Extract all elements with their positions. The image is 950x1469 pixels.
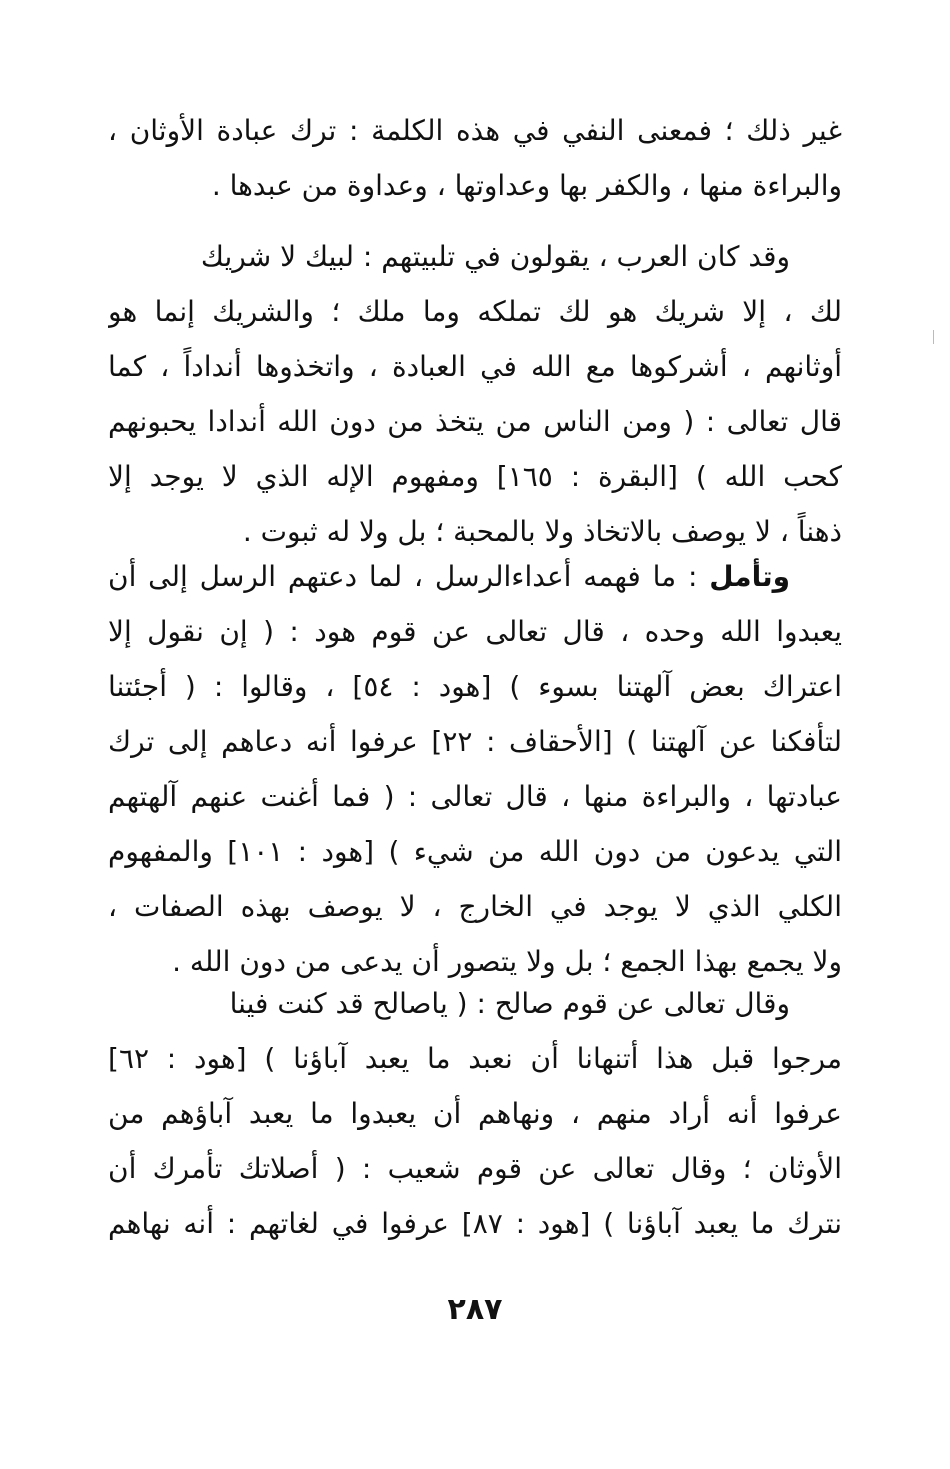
text-line: يعبدوا الله وحده ، قال تعالى عن قوم هود : ( إن نقول إلا <box>108 615 842 648</box>
margin-mark <box>933 330 934 344</box>
text-line: التي يدعون من دون الله من شيء ) [هود : ١٠١] والمفهوم <box>108 835 842 868</box>
text-line: الكلي الذي لا يوجد في الخارج ، لا يوصف بهذه الصفات ، <box>108 890 842 923</box>
text-line: قال تعالى : ( ومن الناس من يتخذ من دون الله أندادا يحبونهم <box>108 405 842 438</box>
text-line: كحب الله ) [البقرة : ١٦٥] ومفهوم الإله الذي لا يوجد إلا <box>108 460 842 493</box>
text-line: لتأفكنا عن آلهتنا ) [الأحقاف : ٢٢] عرفوا أنه دعاهم إلى ترك <box>108 725 842 758</box>
text-line <box>108 549 842 604</box>
text-line: اعتراك بعض آلهتنا بسوء ) [هود : ٥٤] ، وقالوا : ( أجئتنا <box>108 670 842 703</box>
text-line: مرجوا قبل هذا أتنهانا أن نعبد ما يعبد آباؤنا ) [هود : ٦٢] <box>108 1042 842 1075</box>
text-line: وقال تعالى عن قوم صالح : ( ياصالح قد كنت فينا <box>229 987 790 1020</box>
text-line: الأوثان ؛ وقال تعالى عن قوم شعيب : ( أصلاتك تأمرك أن <box>108 1152 842 1185</box>
text-line: لك ، إلا شريك هو لك تملكه وما ملك ؛ والشريك إنما هو <box>108 295 842 328</box>
text-line: ولا يجمع بهذا الجمع ؛ بل ولا يتصور أن يدعى من دون الله . <box>172 945 842 978</box>
text-line: والبراءة منها ، والكفر بها وعداوتها ، وعداوة من عبدها . <box>211 169 842 202</box>
emphasis-word: وتأمل <box>709 560 790 593</box>
paragraph-2 <box>108 229 842 559</box>
page-number: ٢٨٧ <box>447 1292 503 1327</box>
text-line: ذهناً ، لا يوصف بالاتخاذ ولا بالمحبة ؛ بل ولا له ثبوت . <box>242 515 842 548</box>
text-run: : ما فهمه أعداءالرسل ، لما دعتهم الرسل إلى أن <box>108 560 710 593</box>
text-line: عرفوا أنه أراد منهم ، ونهاهم أن يعبدوا ما يعبد آباؤهم من <box>108 1097 842 1130</box>
text-line: غير ذلك ؛ فمعنى النفي في هذه الكلمة : ترك عبادة الأوثان ، <box>108 114 842 147</box>
paragraph-4 <box>108 976 842 1251</box>
text-line: عبادتها ، والبراءة منها ، قال تعالى : ( فما أغنت عنهم آلهتهم <box>108 780 842 813</box>
paragraph-1 <box>108 103 842 213</box>
text-line: نترك ما يعبد آباؤنا ) [هود : ٨٧] عرفوا في لغاتهم : أنه نهاهم <box>108 1207 842 1240</box>
text-line: أوثانهم ، أشركوها مع الله في العبادة ، واتخذوها أنداداً ، كما <box>108 350 842 383</box>
text-line: وقد كان العرب ، يقولون في تلبيتهم : لبيك لا شريك <box>200 240 790 273</box>
paragraph-3 <box>108 549 842 989</box>
